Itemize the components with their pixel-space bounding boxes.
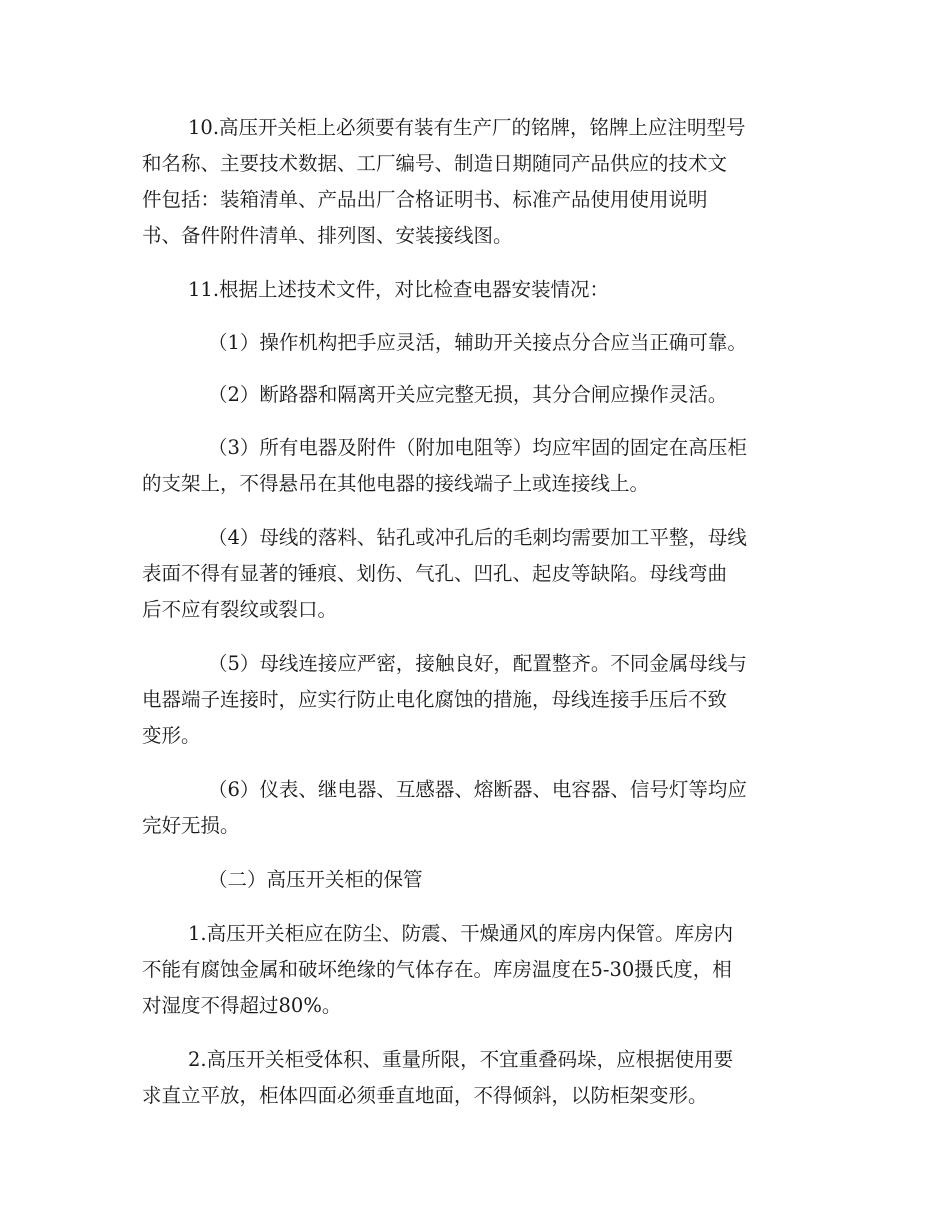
text-line: （二）高压开关柜的保管 bbox=[208, 868, 423, 891]
text-line: 电器端子连接时，应实行防止电化腐蚀的措施，母线连接手压后不致 bbox=[142, 688, 728, 711]
section-2-paragraph-2 bbox=[142, 1042, 822, 1114]
text-line: 2.高压开关柜受体积、重量所限，不宜重叠码垛，应根据使用要 bbox=[188, 1048, 734, 1071]
text-line: 完好无损。 bbox=[142, 814, 240, 837]
text-line: 11.根据上述技术文件，对比检查电器安装情况： bbox=[188, 278, 610, 301]
section-2-paragraph-1 bbox=[142, 916, 822, 1024]
section-heading bbox=[142, 862, 822, 898]
list-item-4 bbox=[142, 520, 822, 628]
text-line: 求直立平放，柜体四面必须垂直地面，不得倾斜，以防柜架变形。 bbox=[142, 1084, 708, 1107]
text-line: 变形。 bbox=[142, 724, 201, 747]
list-item-2 bbox=[142, 377, 822, 413]
text-line: 10.高压开关柜上必须要有装有生产厂的铭牌，铭牌上应注明型号 bbox=[188, 116, 746, 139]
text-line: （5）母线连接应严密，接触良好，配置整齐。不同金属母线与 bbox=[208, 652, 747, 675]
text-line: 后不应有裂纹或裂口。 bbox=[142, 598, 338, 621]
text-line: 和名称、主要技术数据、工厂编号、制造日期随同产品供应的技术文 bbox=[142, 152, 728, 175]
text-line: 的支架上，不得悬吊在其他电器的接线端子上或连接线上。 bbox=[142, 472, 650, 495]
text-line: （4）母线的落料、钻孔或冲孔后的毛刺均需要加工平整，母线 bbox=[208, 526, 747, 549]
list-item-5 bbox=[142, 646, 822, 754]
text-line: （2）断路器和隔离开关应完整无损，其分合闸应操作灵活。 bbox=[208, 383, 728, 406]
text-line: （6）仪表、继电器、互感器、熔断器、电容器、信号灯等均应 bbox=[208, 778, 747, 801]
text-line: 不能有腐蚀金属和破坏绝缘的气体存在。库房温度在5-30摄氏度，相 bbox=[142, 958, 732, 981]
text-line: 对湿度不得超过80%。 bbox=[142, 994, 342, 1017]
text-line: 1.高压开关柜应在防尘、防震、干燥通风的库房内保管。库房内 bbox=[188, 922, 734, 945]
list-item-3 bbox=[142, 430, 822, 502]
paragraph-11 bbox=[142, 272, 822, 308]
text-line: （1）操作机构把手应灵活，辅助开关接点分合应当正确可靠。 bbox=[208, 331, 747, 354]
list-item-6 bbox=[142, 772, 822, 844]
text-line: 件包括：装箱清单、产品出厂合格证明书、标准产品使用使用说明 bbox=[142, 188, 708, 211]
paragraph-10 bbox=[142, 110, 822, 254]
text-line: 书、备件附件清单、排列图、安装接线图。 bbox=[142, 224, 513, 247]
text-line: （3）所有电器及附件（附加电阻等）均应牢固的固定在高压柜 bbox=[208, 436, 747, 459]
list-item-1 bbox=[142, 325, 822, 361]
text-line: 表面不得有显著的锤痕、划伤、气孔、凹孔、起皮等缺陷。母线弯曲 bbox=[142, 562, 728, 585]
